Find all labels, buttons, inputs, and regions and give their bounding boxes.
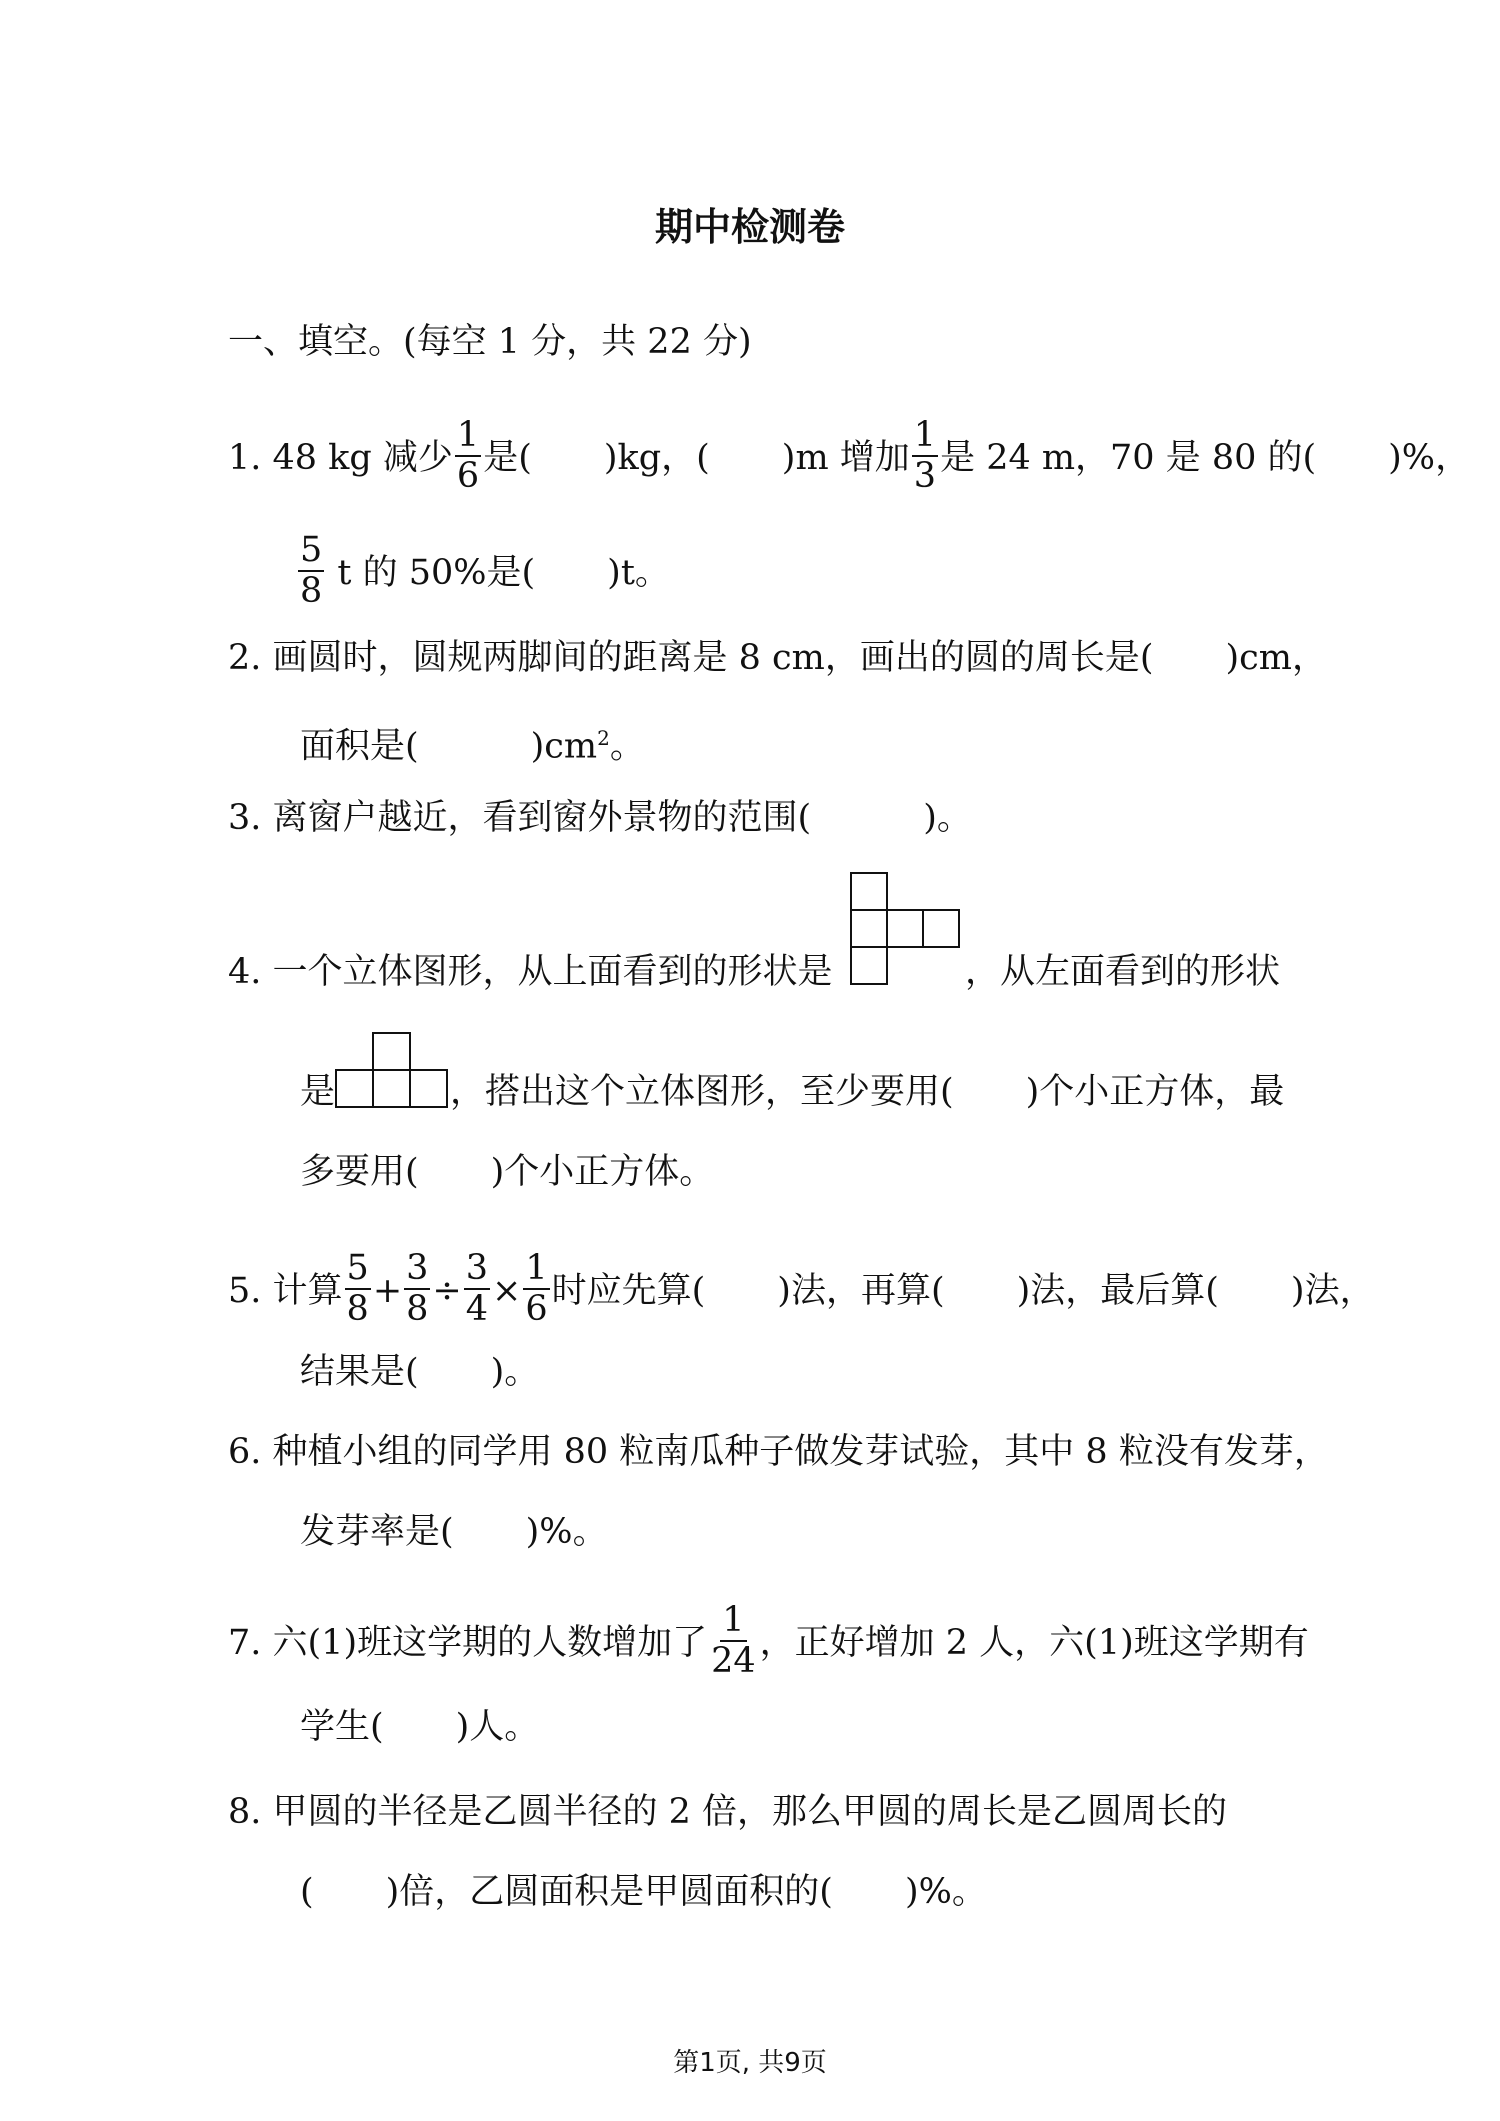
question-1-cont: $\frac{5}{8}$ t 的 50%是( )t。 bbox=[300, 530, 670, 611]
fraction-one-third: $\frac{1}{3}$ bbox=[913, 415, 937, 496]
question-4-cont2: 多要用( )个小正方体。 bbox=[300, 1152, 715, 1192]
question-2-cont: 面积是( )$cm^2$。 bbox=[300, 726, 645, 767]
question-7: 7. 六(1)班这学期的人数增加了 $\frac{1}{24}$ ，正好增加 2 人，六(1)班这学期有 bbox=[228, 1600, 1309, 1681]
question-5: 5. 计算 $\frac{5}{8}$ + $\frac{3}{8}$ ÷ $\frac{3}{4}$ × $\frac{1}{6}$ 时应先算( )法，再算( )法，最后算( )法， bbox=[228, 1248, 1375, 1329]
question-4-tail: ，从左面看到的形状 bbox=[965, 952, 1281, 992]
question-7-cont: 学生( )人。 bbox=[300, 1707, 540, 1747]
question-8: 8. 甲圆的半径是乙圆半径的 2 倍，那么甲圆的周长是乙圆周长的 bbox=[228, 1792, 1228, 1832]
question-6-cont: 发芽率是( )%。 bbox=[300, 1512, 608, 1552]
question-4-cont: 是 bbox=[300, 1072, 336, 1112]
fraction-one-twentyfourth: $\frac{1}{24}$ bbox=[711, 1600, 756, 1681]
page-footer: 第1页, 共9页 bbox=[673, 2048, 827, 2078]
question-1: 1. 48 kg 减少 $\frac{1}{6}$ 是( )kg，( )m 增加 $\frac{1}{3}$ 是 24 m，70 是 80 的( )%， bbox=[228, 415, 1471, 496]
fraction-one-sixth: $\frac{1}{6}$ bbox=[456, 415, 480, 496]
question-8-cont: ( )倍，乙圆面积是甲圆面积的( )%。 bbox=[300, 1872, 987, 1912]
question-6: 6. 种植小组的同学用 80 粒南瓜种子做发芽试验，其中 8 粒没有发芽， bbox=[228, 1432, 1329, 1472]
question-5-cont: 结果是( )。 bbox=[300, 1352, 540, 1392]
page-title: 期中检测卷 bbox=[654, 205, 845, 249]
fraction-five-eighths-q5: $\frac{5}{8}$ bbox=[346, 1248, 369, 1329]
fraction-five-eighths: $\frac{5}{8}$ bbox=[300, 530, 323, 611]
fraction-three-quarters: $\frac{3}{4}$ bbox=[465, 1248, 489, 1329]
fraction-one-sixth-q5: $\frac{1}{6}$ bbox=[525, 1248, 548, 1329]
fraction-three-eighths: $\frac{3}{8}$ bbox=[406, 1248, 429, 1329]
question-4-cont-tail: ，搭出这个立体图形，至少要用( )个小正方体，最 bbox=[450, 1072, 1285, 1112]
left-view-grid-figure bbox=[334, 1032, 450, 1110]
question-2: 2. 画圆时，圆规两脚间的距离是 8 cm，画出的圆的周长是( )cm， bbox=[228, 638, 1327, 678]
question-3: 3. 离窗户越近，看到窗外景物的范围( )。 bbox=[228, 798, 972, 838]
section-heading: 一、填空。(每空 1 分，共 22 分) bbox=[228, 322, 752, 362]
question-4: 4. 一个立体图形，从上面看到的形状是 bbox=[228, 952, 833, 992]
top-view-grid-figure bbox=[850, 872, 966, 986]
